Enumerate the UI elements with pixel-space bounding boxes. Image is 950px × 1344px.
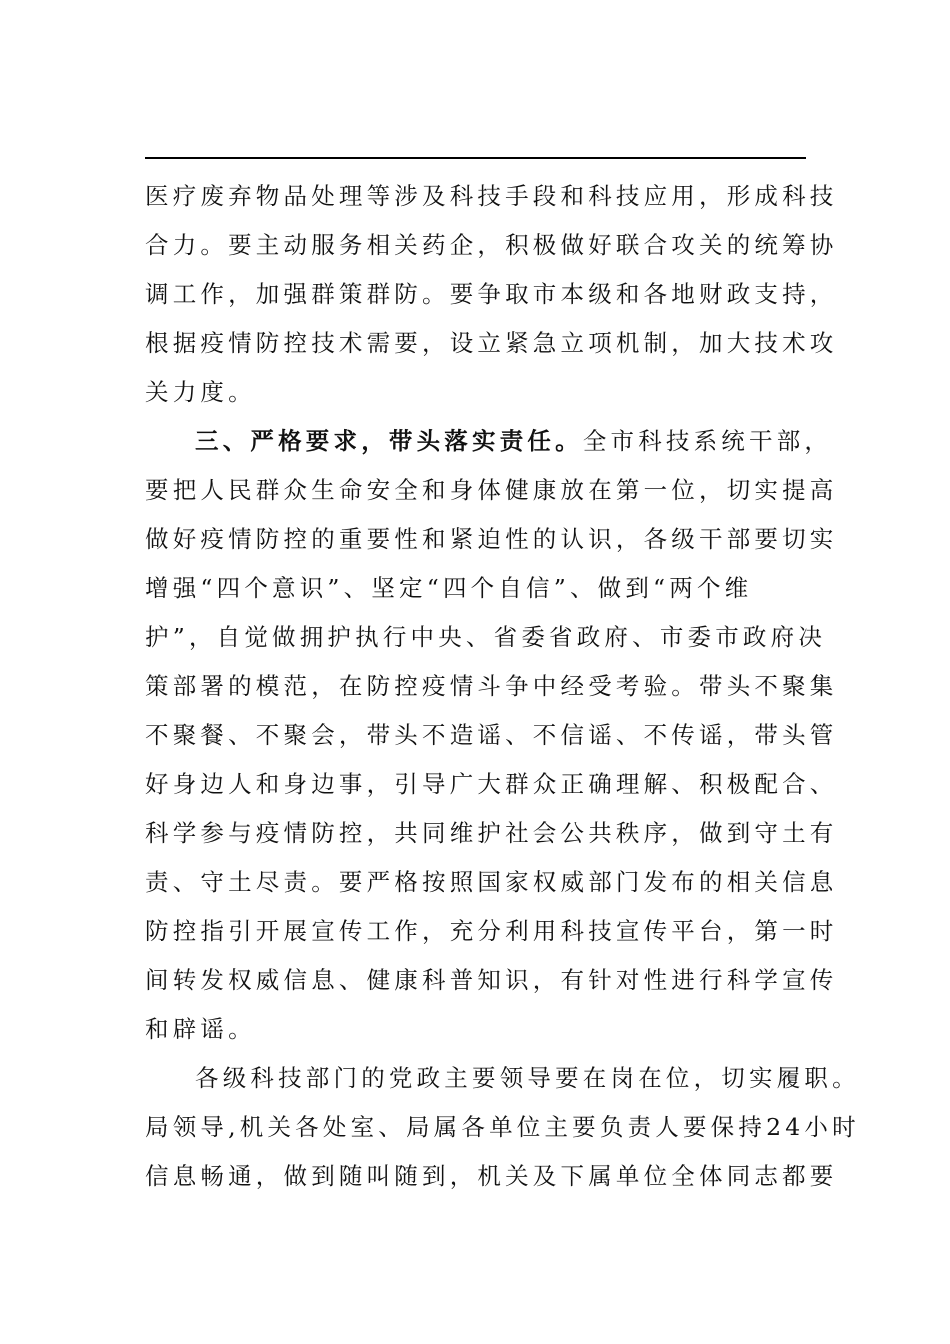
text-line: 策部署的模范，在防控疫情斗争中经受考验。带头不聚集 <box>145 672 838 700</box>
text-line: 医疗废弃物品处理等涉及科技手段和科技应用，形成科技 <box>145 182 838 210</box>
section-first-line <box>145 417 835 466</box>
text-line: 信息畅通，做到随叫随到，机关及下属单位全体同志都要 <box>145 1162 838 1190</box>
text-line: 增强“四个意识”、坚定“四个自信”、做到“两个维 <box>145 574 753 602</box>
text-span: 全市科技系统干部， <box>582 427 833 455</box>
text-line: 科学参与疫情防控，共同维护社会公共秩序，做到守土有 <box>145 819 838 847</box>
text-line: 防控指引开展宣传工作，充分利用科技宣传平台，第一时 <box>145 917 838 945</box>
text-line: 各级科技部门的党政主要领导要在岗在位，切实履职。 <box>195 1064 860 1092</box>
section-heading: 三、严格要求，带头落实责任。 <box>195 427 583 455</box>
text-line: 根据疫情防控技术需要，设立紧急立项机制，加大技术攻 <box>145 329 838 357</box>
text-line: 护”，自觉做拥护执行中央、省委省政府、市委市政府决 <box>145 623 827 651</box>
text-line: 局领导,机关各处室、局属各单位主要负责人要保持24小时 <box>145 1113 860 1141</box>
text-line: 好身边人和身边事，引导广大群众正确理解、积极配合、 <box>145 770 838 798</box>
text-line: 责、守土尽责。要严格按照国家权威部门发布的相关信息 <box>145 868 838 896</box>
text-line: 不聚餐、不聚会，带头不造谣、不信谣、不传谣，带头管 <box>145 721 838 749</box>
text-line: 间转发权威信息、健康科普知识，有针对性进行科学宣传 <box>145 966 838 994</box>
text-line: 要把人民群众生命安全和身体健康放在第一位，切实提高 <box>145 476 838 504</box>
document-body <box>145 172 860 1201</box>
text-line: 合力。要主动服务相关药企，积极做好联合攻关的统筹协 <box>145 231 838 259</box>
text-line: 做好疫情防控的重要性和紧迫性的认识，各级干部要切实 <box>145 525 838 553</box>
text-line: 和辟谣。 <box>145 1015 256 1043</box>
header-rule <box>145 157 806 159</box>
text-line: 调工作，加强群策群防。要争取市本级和各地财政支持， <box>145 280 838 308</box>
text-line: 关力度。 <box>145 378 256 406</box>
